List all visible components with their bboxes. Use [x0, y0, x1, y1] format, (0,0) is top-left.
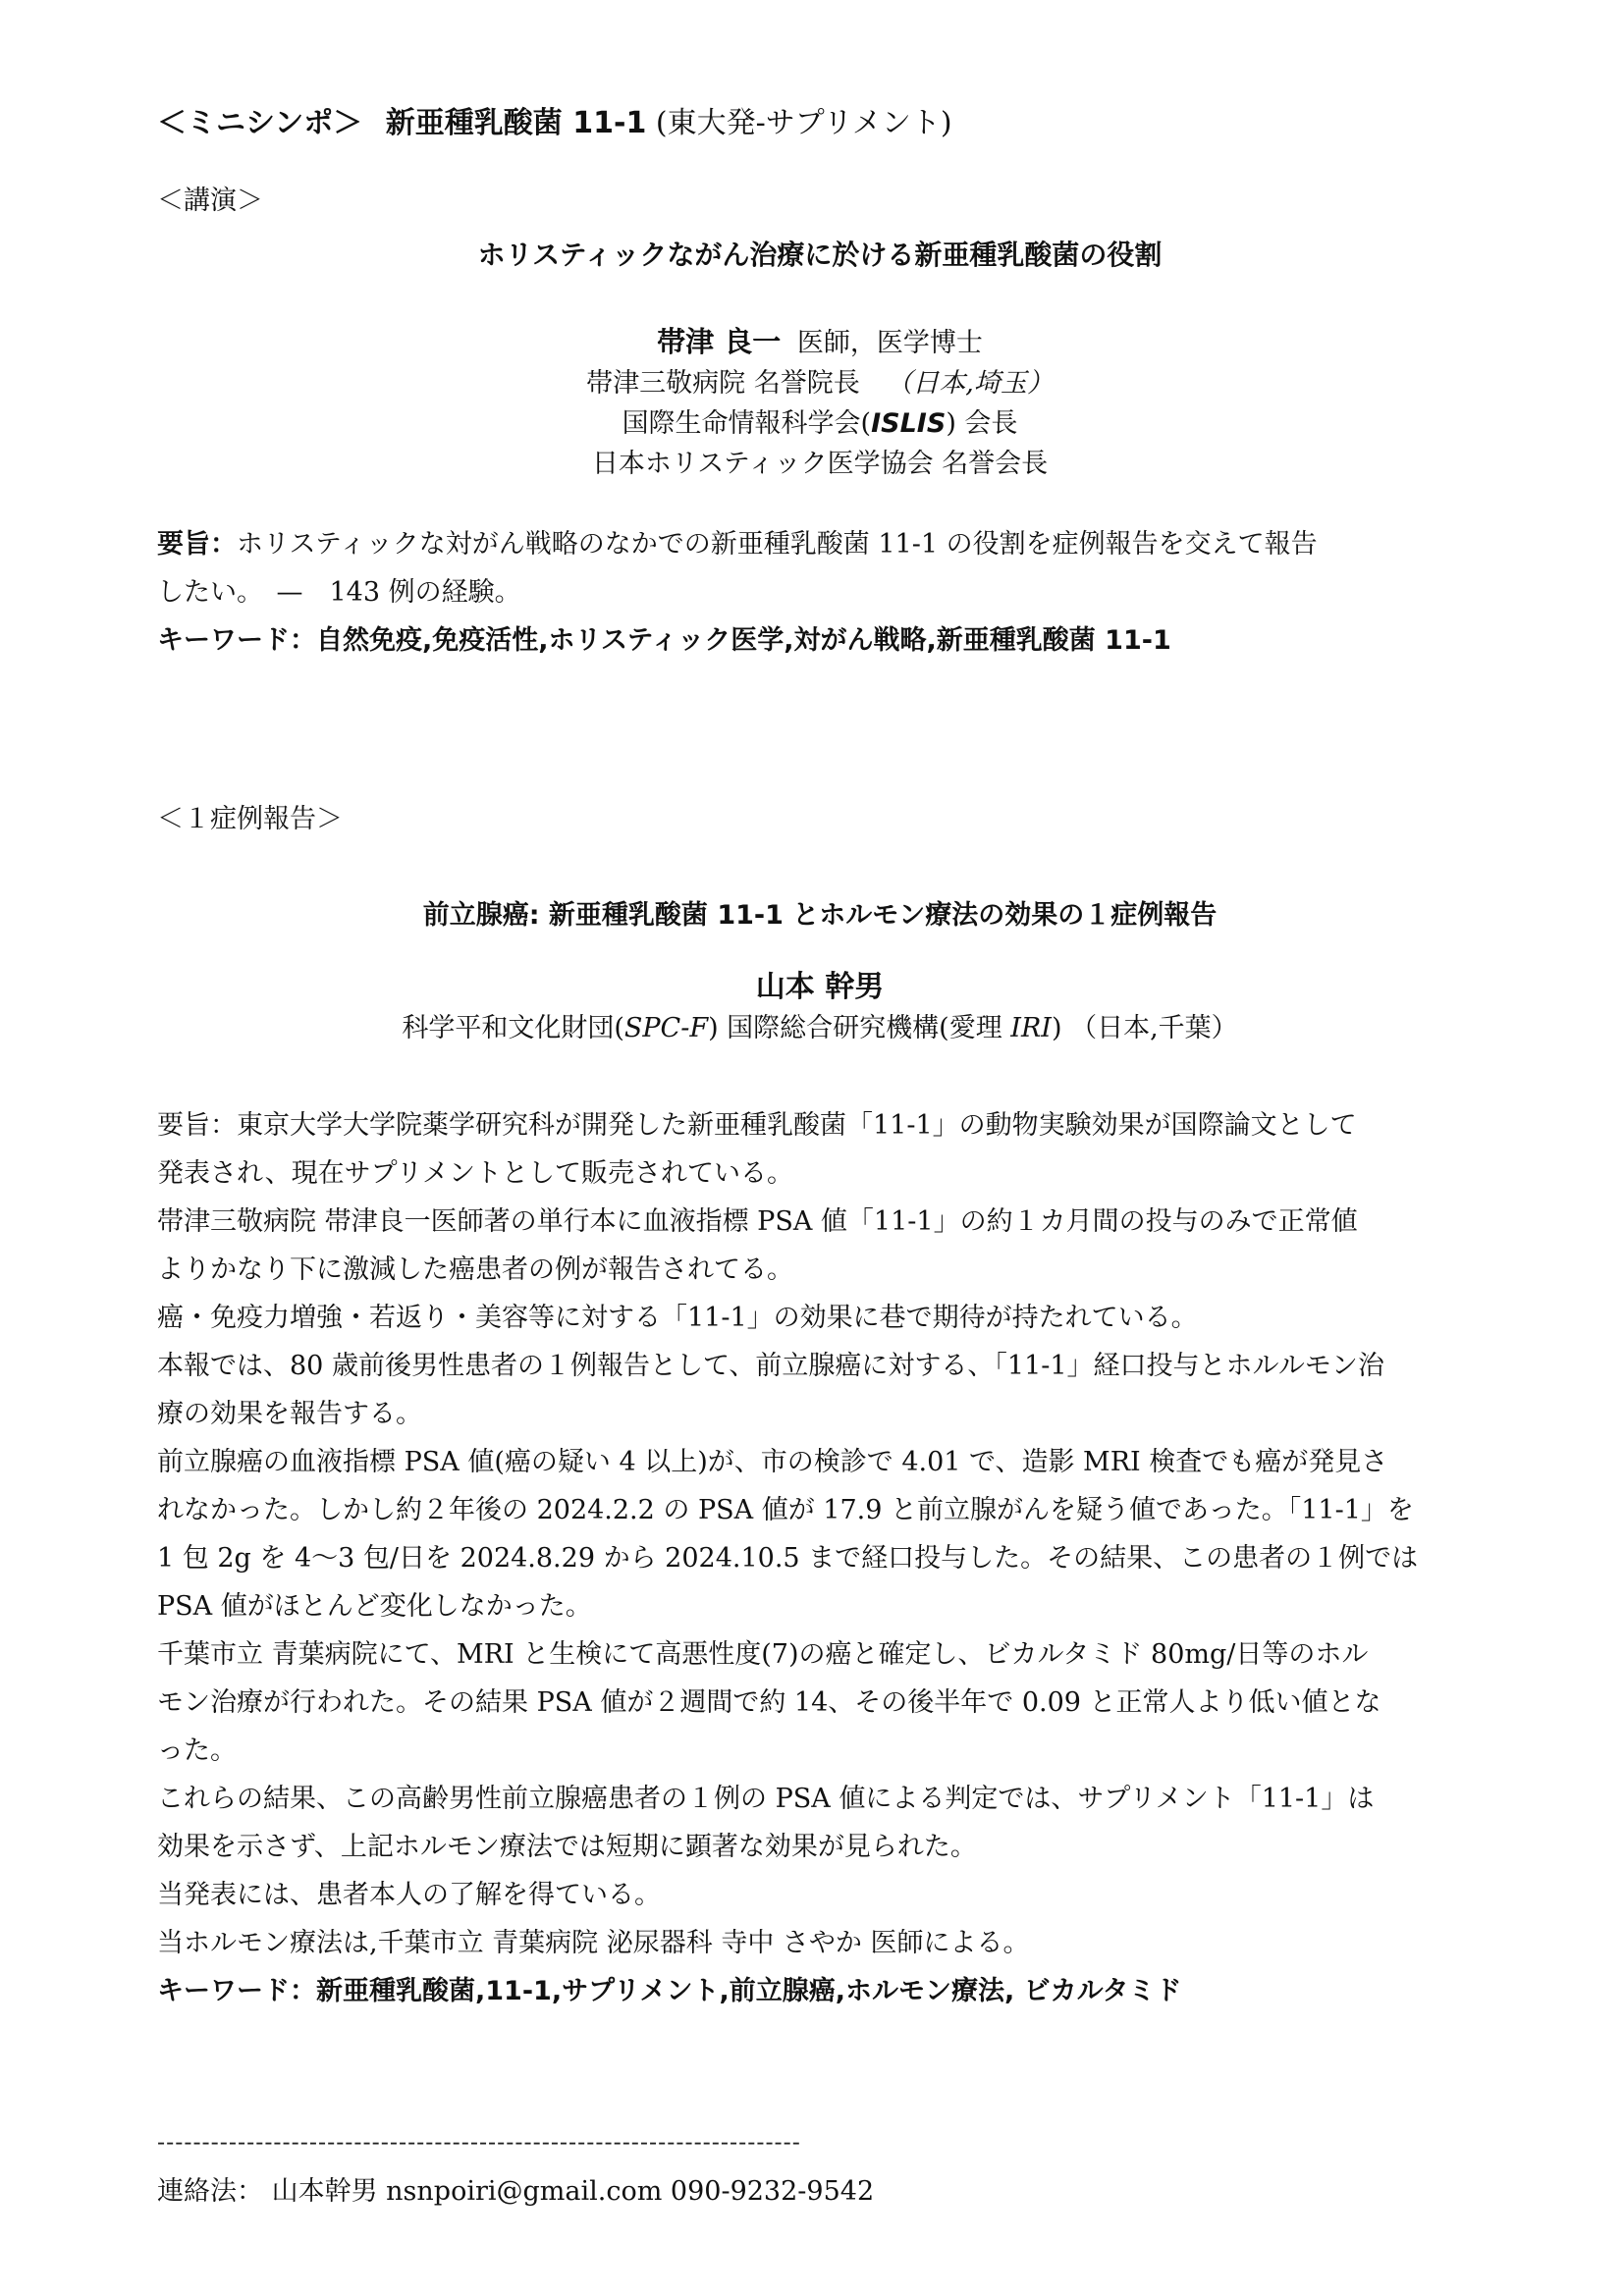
body-line: 当ホルモン療法は,千葉市立 青葉病院 泌尿器科 寺中 さやか 医師による。 [157, 1928, 1030, 1958]
speaker-name: 帯津 良一 [657, 325, 782, 358]
body-line: 効果を示さず、上記ホルモン療法では短期に顕著な効果が見られた。 [157, 1832, 977, 1862]
affiliation-1-text: 帯津三敬病院 名誉院長 [586, 368, 860, 399]
case-affiliation-acronym-1: SPC-F [623, 1013, 709, 1043]
lecture-keywords: キーワード：自然免疫,免疫活性,ホリスティック医学,対がん戦略,新亜種乳酸菌 11-1 [157, 625, 1171, 656]
symposium-title: 新亜種乳酸菌 11-1 [385, 106, 647, 140]
summary-line-1: ホリスティックな対がん戦略のなかでの新亜種乳酸菌 11-1 の役割を症例報告を交えて報告 [237, 529, 1318, 560]
case-affiliation-mid: ) 国際総合研究機構(愛理 [708, 1013, 1011, 1043]
contact-line: 連絡法： 山本幹男 nsnpoiri@gmail.com 090-9232-9542 [157, 2176, 875, 2207]
summary-label: 要旨： [157, 529, 237, 560]
case-affiliation-post: ) （日本,千葉） [1051, 1013, 1238, 1043]
body-line: よりかなり下に激減した癌患者の例が報告されてる。 [157, 1255, 793, 1285]
affiliation-1 [157, 361, 1483, 400]
case-title: 前立腺癌: 新亜種乳酸菌 11-1 とホルモン療法の効果の１症例報告 [422, 900, 1218, 931]
case-affiliation-pre: 科学平和文化財団( [402, 1013, 624, 1043]
body-line: 当発表には、患者本人の了解を得ている。 [157, 1880, 661, 1910]
affiliation-2 [157, 401, 1483, 440]
separator-rule: ------------------------------------------------------------------------ [157, 2128, 801, 2156]
body-line: れなかった。しかし約２年後の 2024.2.2 の PSA 値が 17.9 と前立腺がんを疑う値であった。「11-1」を [157, 1495, 1414, 1525]
body-line: った。 [157, 1735, 237, 1766]
body-line: 帯津三敬病院 帯津良一医師著の単行本に血液指標 PSA 値「11-1」の約１カ月間の投与のみで正常値 [157, 1206, 1358, 1237]
body-line: 要旨：東京大学大学院薬学研究科が開発した新亜種乳酸菌「11-1」の動物実験効果が国際論文として [157, 1110, 1357, 1141]
case-keywords: キーワード：新亜種乳酸菌,11-1,サプリメント,前立腺癌,ホルモン療法, ビカルタミド [157, 1976, 1182, 2006]
affiliation-2-pre: 国際生命情報科学会( [622, 408, 872, 439]
body-line: 癌・免疫力増強・若返り・美容等に対する「11-1」の効果に巷で期待が持たれている。 [157, 1303, 1198, 1333]
symposium-header [157, 98, 1483, 141]
speaker-line [157, 320, 1483, 360]
body-line: PSA 値がほとんど変化しなかった。 [157, 1591, 592, 1622]
symposium-subtitle: (東大発-サプリメント) [655, 106, 952, 140]
summary-line-2: したい。 — 143 例の経験。 [157, 577, 521, 608]
lecture-label: ＜講演＞ [157, 186, 263, 216]
speaker-degree: 医師，医学博士 [796, 328, 983, 358]
body-line: 前立腺癌の血液指標 PSA 値(癌の疑い 4 以上)が、市の検診で 4.01 で、造影 MRI 検査でも癌が発見さ [157, 1447, 1388, 1477]
body-line: これらの結果、この高齢男性前立腺癌患者の１例の PSA 値による判定では、サプリメント「11-1」は [157, 1784, 1375, 1814]
body-line: モン治療が行われた。その結果 PSA 値が２週間で約 14、その後半年で 0.09 と正常人より低い値とな [157, 1687, 1381, 1718]
body-line: 千葉市立 青葉病院にて、MRI と生検にて高悪性度(7)の癌と確定し、ビカルタミド 80mg/日等のホル [157, 1639, 1369, 1670]
case-label: ＜１症例報告＞ [157, 804, 343, 834]
case-author: 山本 幹男 [755, 970, 885, 1004]
body-line: 発表され、現在サプリメントとして販売されている。 [157, 1158, 793, 1189]
symposium-label: ＜ミニシンポ＞ [157, 106, 363, 140]
affiliation-2-acronym: ISLIS [871, 408, 947, 439]
affiliation-1-location: （日本,埼玉） [886, 368, 1054, 399]
case-affiliation [157, 1006, 1483, 1044]
body-line: 療の効果を報告する。 [157, 1399, 422, 1429]
case-body [157, 1101, 1483, 2015]
body-line: 本報では、80 歳前後男性患者の１例報告として、前立腺癌に対する、「11-1」経口投与とホルルモン治 [157, 1351, 1384, 1381]
affiliation-2-post: ) 会長 [946, 408, 1018, 439]
case-affiliation-acronym-2: IRI [1010, 1013, 1052, 1043]
lecture-summary [157, 520, 1483, 665]
body-line: 1 包 2g を 4〜3 包/日を 2024.8.29 から 2024.10.5 まで経口投与した。その結果、この患者の１例では [157, 1543, 1419, 1574]
lecture-title: ホリスティックながん治療に於ける新亜種乳酸菌の役割 [477, 239, 1163, 271]
affiliation-3: 日本ホリスティック医学協会 名誉会長 [591, 449, 1049, 479]
